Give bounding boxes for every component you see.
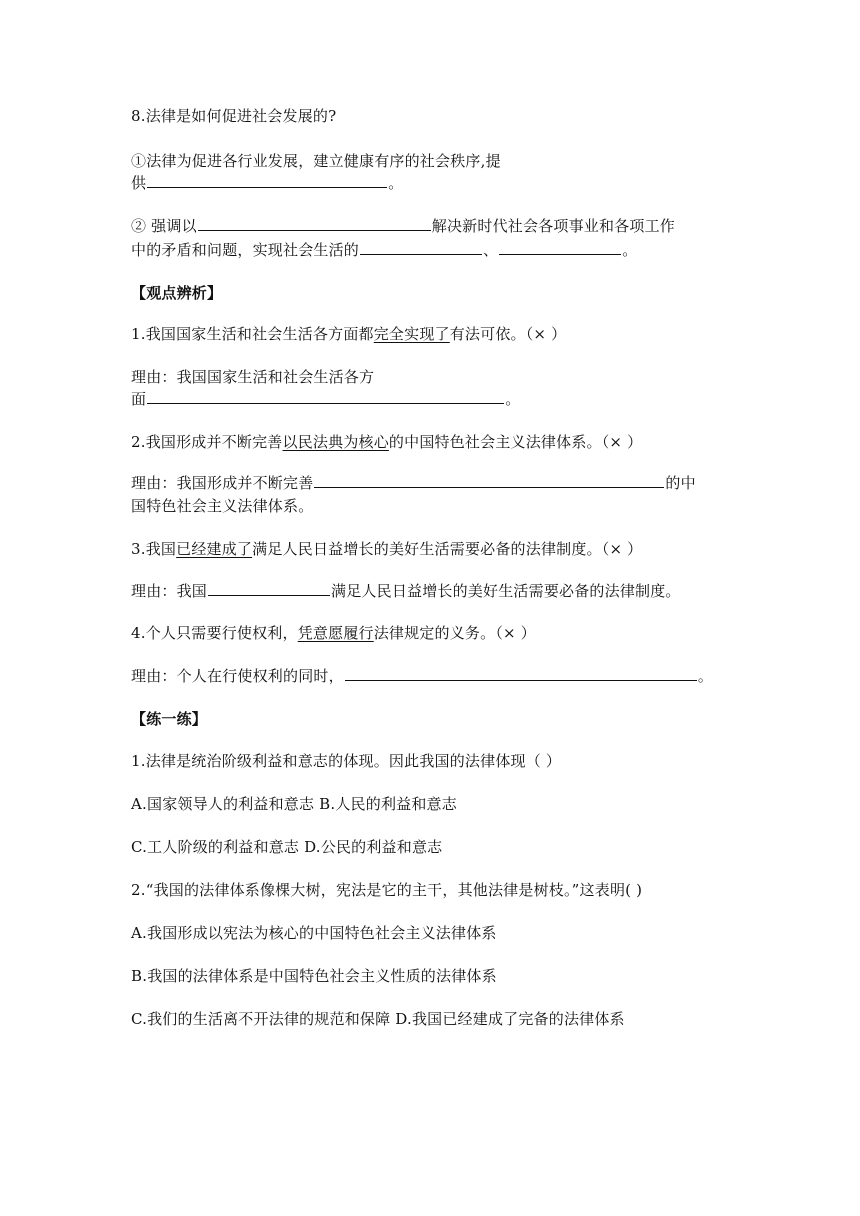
reason-1-line-2: 面 。: [131, 390, 521, 408]
practice-q2-option-b: B.我国的法律体系是中国特色社会主义性质的法律体系: [131, 967, 497, 985]
answer-blank[interactable]: [147, 173, 387, 188]
answer-blank[interactable]: [360, 240, 482, 255]
q8-item-1-line-1: ①法律为促进各行业发展，建立健康有序的社会秩序,提: [131, 152, 501, 170]
reason-3: 理由：我国 满足人民日益增长的美好生活需要必备的法律制度。: [131, 582, 681, 600]
answer-blank[interactable]: [345, 666, 697, 681]
section-heading: 【观点辨析】: [131, 284, 223, 302]
practice-q1-options-ab: A.国家领导人的利益和意志 B.人民的利益和意志: [131, 795, 457, 813]
reason-1-line-1: 理由：我国国家生活和社会生活各方: [131, 368, 375, 386]
practice-q2-option-a: A.我国形成以宪法为核心的中国特色社会主义法律体系: [131, 924, 497, 942]
practice-q1: 1.法律是统治阶级利益和意志的体现。因此我国的法律体现（ ）: [131, 752, 562, 770]
practice-q2-options-cd: C.我们的生活离不开法律的规范和保障 D.我国已经建成了完备的法律体系: [131, 1010, 625, 1028]
answer-blank[interactable]: [314, 473, 664, 488]
q8-question: 8.法律是如何促进社会发展的?: [131, 107, 337, 125]
statement-1: 1.我国国家生活和社会生活各方面都完全实现了有法可依。（× ）: [131, 325, 567, 343]
practice-q2: 2.“我国的法律体系像棵大树，宪法是它的主干，其他法律是树枝。”这表明( ): [131, 881, 643, 899]
statement-2: 2.我国形成并不断完善以民法典为核心的中国特色社会主义法律体系。（× ）: [131, 433, 643, 451]
statement-4: 4.个人只需要行使权利，凭意愿履行法律规定的义务。（× ）: [131, 624, 536, 642]
q8-item-1-line-2: 供 。: [131, 174, 404, 192]
q8-item-2-line-1: ② 强调以 解决新时代社会各项事业和各项工作: [131, 217, 675, 235]
reason-2-line-1: 理由：我国形成并不断完善 的中: [131, 474, 696, 492]
q8-item-2-line-2: 中的矛盾和问题，实现社会生活的 、 。: [131, 241, 638, 259]
answer-blank[interactable]: [499, 240, 621, 255]
statement-3: 3.我国已经建成了满足人民日益增长的美好生活需要必备的法律制度。（× ）: [131, 540, 643, 558]
reason-4: 理由：个人在行使权利的同时， 。: [131, 667, 714, 685]
reason-2-line-2: 国特色社会主义法律体系。: [131, 497, 314, 515]
answer-blank[interactable]: [147, 389, 504, 404]
section-heading: 【练一练】: [131, 710, 208, 728]
practice-q1-options-cd: C.工人阶级的利益和意志 D.公民的利益和意志: [131, 838, 443, 856]
answer-blank[interactable]: [208, 581, 330, 596]
answer-blank[interactable]: [198, 216, 431, 231]
